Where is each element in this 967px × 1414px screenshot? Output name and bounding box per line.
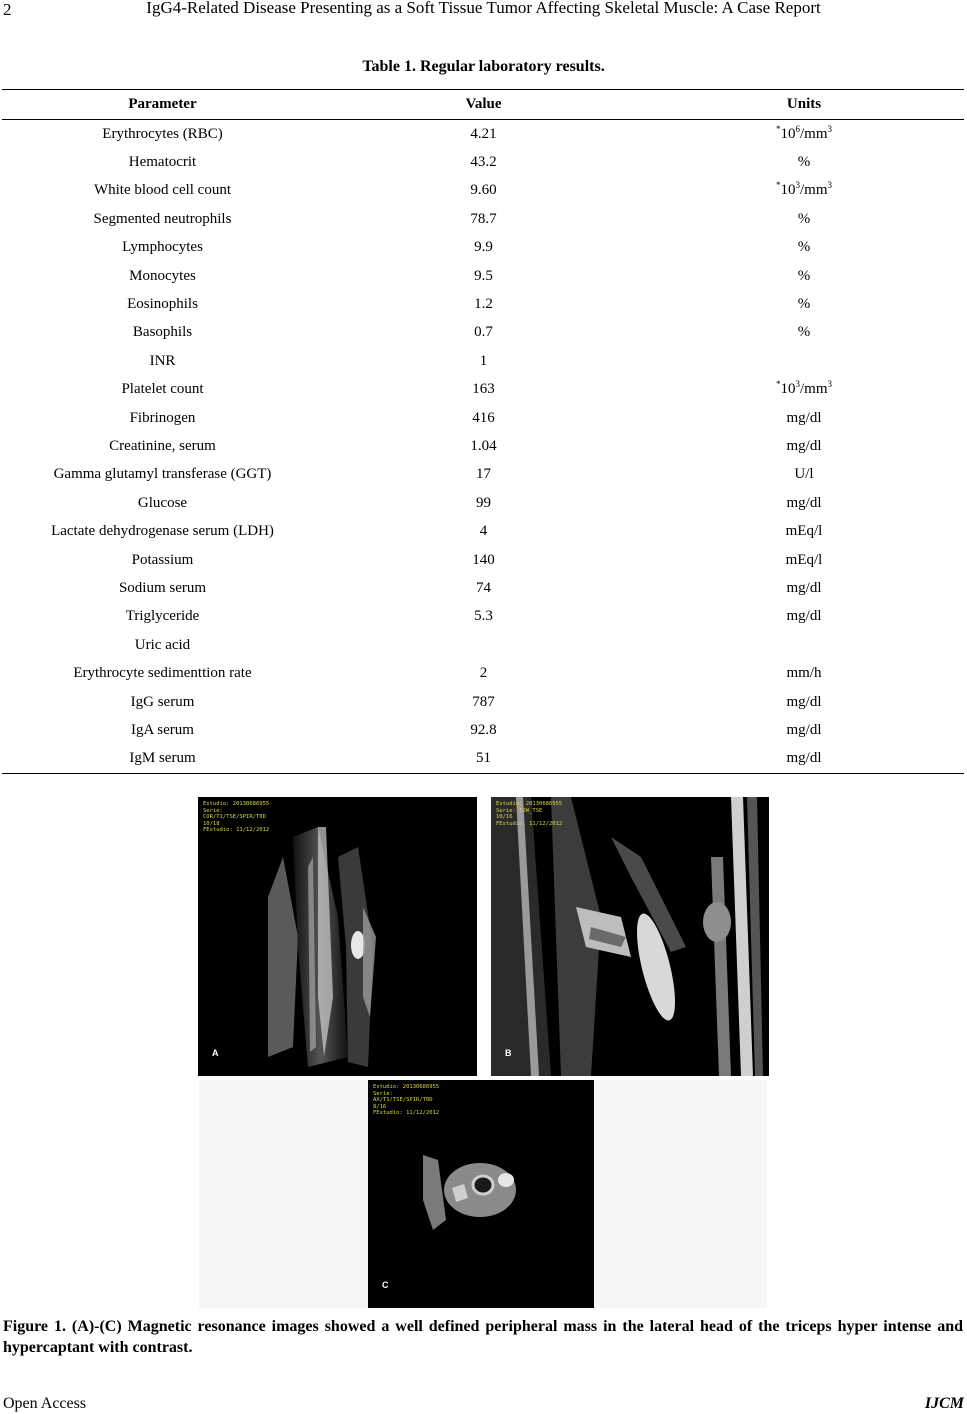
- cell-parameter: [2, 603, 323, 631]
- table-caption: Table 1. Regular laboratory results.: [362, 58, 605, 75]
- cell-value: [323, 234, 644, 262]
- parameter-text: White blood cell count: [93, 182, 232, 199]
- column-header-parameter: Parameter: [2, 90, 323, 120]
- cell-units: [644, 546, 964, 574]
- unit-text: mg/dl: [786, 579, 822, 596]
- parameter-text: Sodium serum: [118, 579, 207, 596]
- table-row: [2, 631, 964, 659]
- value-text: 787: [472, 693, 495, 710]
- cell-value: [323, 603, 644, 631]
- cell-parameter: [2, 376, 323, 404]
- unit-text: 10: [780, 125, 796, 142]
- unit-exponent: 6: [795, 123, 800, 134]
- parameter-text: Creatinine, serum: [109, 437, 216, 454]
- cell-units: [644, 120, 964, 149]
- value-text: 1.04: [470, 437, 497, 454]
- cell-parameter: [2, 120, 323, 149]
- mri-image-b: [491, 797, 769, 1076]
- panel-label-b: B: [505, 1048, 512, 1058]
- parameter-text: Glucose: [137, 494, 188, 511]
- cell-parameter: [2, 517, 323, 545]
- cell-parameter: [2, 404, 323, 432]
- unit-text: %: [797, 296, 811, 313]
- cell-parameter: [2, 432, 323, 460]
- table-row: [2, 376, 964, 404]
- cell-value: [323, 432, 644, 460]
- value-text: 9.9: [474, 239, 493, 256]
- cell-units: [644, 290, 964, 318]
- cell-parameter: [2, 234, 323, 262]
- cell-parameter: [2, 489, 323, 517]
- cell-units: [644, 659, 964, 687]
- cell-units: [644, 432, 964, 460]
- value-text: 416: [472, 409, 495, 426]
- table-row: [2, 432, 964, 460]
- parameter-text: Segmented neutrophils: [93, 210, 232, 227]
- table-row: [2, 347, 964, 375]
- cell-parameter: [2, 205, 323, 233]
- unit-prefix-mark: *: [775, 180, 781, 191]
- unit-prefix-mark: *: [775, 379, 781, 390]
- cell-parameter: [2, 631, 323, 659]
- parameter-text: Erythrocyte sedimenttion rate: [73, 665, 252, 682]
- cell-units: [644, 574, 964, 602]
- value-text: 43.2: [470, 154, 497, 171]
- table-row: [2, 290, 964, 318]
- unit-text: mEq/l: [785, 551, 823, 568]
- value-text: 9.5: [474, 267, 493, 284]
- table-row: [2, 716, 964, 744]
- parameter-text: INR: [149, 352, 176, 369]
- table-row: [2, 659, 964, 687]
- value-text: 140: [472, 551, 495, 568]
- cell-value: [323, 546, 644, 574]
- cell-parameter: [2, 347, 323, 375]
- figure-caption: Figure 1. (A)-(C) Magnetic resonance images showed a well defined peripheral mass in the lateral head of the triceps hyper intense and hypercaptant with contrast.: [3, 1318, 963, 1356]
- value-text: 1: [479, 352, 488, 369]
- cell-parameter: [2, 688, 323, 716]
- unit-text: %: [797, 239, 811, 256]
- cell-units: [644, 376, 964, 404]
- unit-text: mg/dl: [786, 608, 822, 625]
- panel-label-a: A: [212, 1048, 219, 1058]
- value-text: 0.7: [474, 324, 493, 341]
- value-text: 99: [476, 494, 491, 511]
- table-row: [2, 517, 964, 545]
- unit-text: %: [797, 210, 811, 227]
- parameter-text: Monocytes: [129, 267, 196, 284]
- unit-suffix-exponent: 3: [827, 379, 832, 390]
- cell-value: [323, 631, 644, 659]
- mri-overlay-c: Estudio: 20130686955 Serie: AX/T1/TSE/SPIR/T0D 8/16 FEstudio: 11/12/2012: [373, 1084, 440, 1116]
- unit-text: %: [797, 267, 811, 284]
- table-row: [2, 262, 964, 290]
- cell-value: [323, 517, 644, 545]
- table-body: [2, 120, 964, 774]
- table-row: [2, 574, 964, 602]
- table-row: [2, 745, 964, 774]
- cell-units: [644, 319, 964, 347]
- unit-text: %: [797, 324, 811, 341]
- unit-text: mg/dl: [786, 750, 822, 767]
- cell-value: [323, 120, 644, 149]
- parameter-text: Triglyceride: [125, 608, 200, 625]
- cell-units: [644, 631, 964, 659]
- parameter-text: Platelet count: [121, 381, 204, 398]
- parameter-text: IgA serum: [131, 721, 194, 738]
- cell-units: [644, 177, 964, 205]
- cell-units: [644, 603, 964, 631]
- cell-parameter: [2, 546, 323, 574]
- table-row: [2, 148, 964, 176]
- value-text: 4.21: [470, 125, 497, 142]
- value-text: 78.7: [470, 210, 497, 227]
- parameter-text: Erythrocytes (RBC): [102, 125, 223, 142]
- parameter-text: Gamma glutamyl transferase (GGT): [53, 466, 272, 483]
- cell-units: [644, 688, 964, 716]
- mri-panel-a: [198, 797, 477, 1076]
- unit-text: mg/dl: [786, 409, 822, 426]
- cell-units: [644, 716, 964, 744]
- unit-suffix: /mm: [799, 125, 828, 142]
- unit-text: mEq/l: [785, 523, 823, 540]
- table-row: [2, 120, 964, 149]
- cell-parameter: [2, 659, 323, 687]
- cell-units: [644, 234, 964, 262]
- value-text: 92.8: [470, 721, 497, 738]
- mri-overlay-b: Estudio: 20130686955 Serie: T2W_TSE 10/16 FEstudio: 11/12/2012: [496, 801, 563, 827]
- table-row: [2, 177, 964, 205]
- value-text: 5.3: [474, 608, 493, 625]
- parameter-text: IgG serum: [130, 693, 195, 710]
- value-text: 9.60: [470, 182, 497, 199]
- unit-suffix-exponent: 3: [827, 123, 832, 134]
- panel-label-c: C: [382, 1280, 389, 1290]
- unit-text: U/l: [794, 466, 814, 483]
- cell-parameter: [2, 745, 323, 774]
- parameter-text: Eosinophils: [127, 296, 198, 313]
- page-number: 2: [3, 0, 12, 19]
- cell-value: [323, 688, 644, 716]
- mri-panel-c: [368, 1080, 594, 1308]
- cell-value: [323, 716, 644, 744]
- table-row: [2, 205, 964, 233]
- table-row: [2, 546, 964, 574]
- cell-value: [323, 745, 644, 774]
- table-row: [2, 688, 964, 716]
- table-row: [2, 234, 964, 262]
- cell-parameter: [2, 148, 323, 176]
- cell-value: [323, 319, 644, 347]
- cell-value: [323, 177, 644, 205]
- cell-value: [323, 574, 644, 602]
- parameter-text: Fibrinogen: [129, 409, 196, 426]
- column-header-units: Units: [644, 90, 964, 120]
- unit-exponent: 3: [795, 180, 800, 191]
- lab-results-table: [2, 89, 964, 774]
- cell-parameter: [2, 574, 323, 602]
- value-text: 2: [479, 665, 488, 682]
- cell-value: [323, 659, 644, 687]
- table-row: [2, 489, 964, 517]
- value-text: 51: [476, 750, 491, 767]
- cell-units: [644, 404, 964, 432]
- parameter-text: Lactate dehydrogenase serum (LDH): [51, 523, 274, 540]
- unit-text: 10: [780, 182, 796, 199]
- parameter-text: Hematocrit: [128, 154, 197, 171]
- cell-units: [644, 148, 964, 176]
- unit-text: mg/dl: [786, 494, 822, 511]
- parameter-text: Uric acid: [134, 636, 191, 653]
- unit-text: mg/dl: [786, 693, 822, 710]
- cell-value: [323, 461, 644, 489]
- table-row: [2, 461, 964, 489]
- unit-text: mg/dl: [786, 437, 822, 454]
- cell-units: [644, 262, 964, 290]
- cell-parameter: [2, 262, 323, 290]
- cell-value: [323, 290, 644, 318]
- cell-units: [644, 745, 964, 774]
- mri-overlay-a: Estudio: 20130686955 Serie: COR/T1/TSE/SPIR/T0D 10/18 FEstudio: 11/12/2012: [203, 801, 270, 833]
- unit-text: 10: [780, 381, 796, 398]
- mri-image-a: [198, 797, 477, 1076]
- cell-units: [644, 517, 964, 545]
- cell-units: [644, 489, 964, 517]
- cell-value: [323, 148, 644, 176]
- unit-prefix-mark: *: [775, 123, 781, 134]
- value-text: 4: [479, 523, 488, 540]
- parameter-text: Potassium: [131, 551, 194, 568]
- cell-value: [323, 404, 644, 432]
- column-header-value: Value: [323, 90, 644, 120]
- cell-parameter: [2, 319, 323, 347]
- value-text: 163: [472, 381, 495, 398]
- cell-parameter: [2, 177, 323, 205]
- value-text: 1.2: [474, 296, 493, 313]
- value-text: 74: [476, 579, 491, 596]
- unit-suffix: /mm: [799, 381, 828, 398]
- unit-suffix-exponent: 3: [827, 180, 832, 191]
- cell-parameter: [2, 716, 323, 744]
- cell-value: [323, 489, 644, 517]
- unit-exponent: 3: [795, 379, 800, 390]
- table-row: [2, 319, 964, 347]
- running-title: IgG4-Related Disease Presenting as a Soft Tissue Tumor Affecting Skeletal Muscle: A Case Report: [146, 0, 821, 17]
- cell-parameter: [2, 461, 323, 489]
- cell-value: [323, 262, 644, 290]
- cell-value: [323, 347, 644, 375]
- unit-suffix: /mm: [799, 182, 828, 199]
- unit-text: mm/h: [786, 665, 822, 682]
- value-text: 17: [476, 466, 491, 483]
- table-row: [2, 404, 964, 432]
- cell-value: [323, 205, 644, 233]
- parameter-text: Lymphocytes: [122, 239, 203, 256]
- cell-value: [323, 376, 644, 404]
- table-row: [2, 603, 964, 631]
- unit-text: mg/dl: [786, 721, 822, 738]
- cell-parameter: [2, 290, 323, 318]
- footer-journal: IJCM: [924, 1395, 964, 1412]
- parameter-text: IgM serum: [129, 750, 196, 767]
- cell-units: [644, 347, 964, 375]
- cell-units: [644, 205, 964, 233]
- cell-units: [644, 461, 964, 489]
- mri-panel-b: [491, 797, 769, 1076]
- parameter-text: Basophils: [132, 324, 193, 341]
- unit-text: %: [797, 154, 811, 171]
- footer-open-access: Open Access: [3, 1395, 87, 1412]
